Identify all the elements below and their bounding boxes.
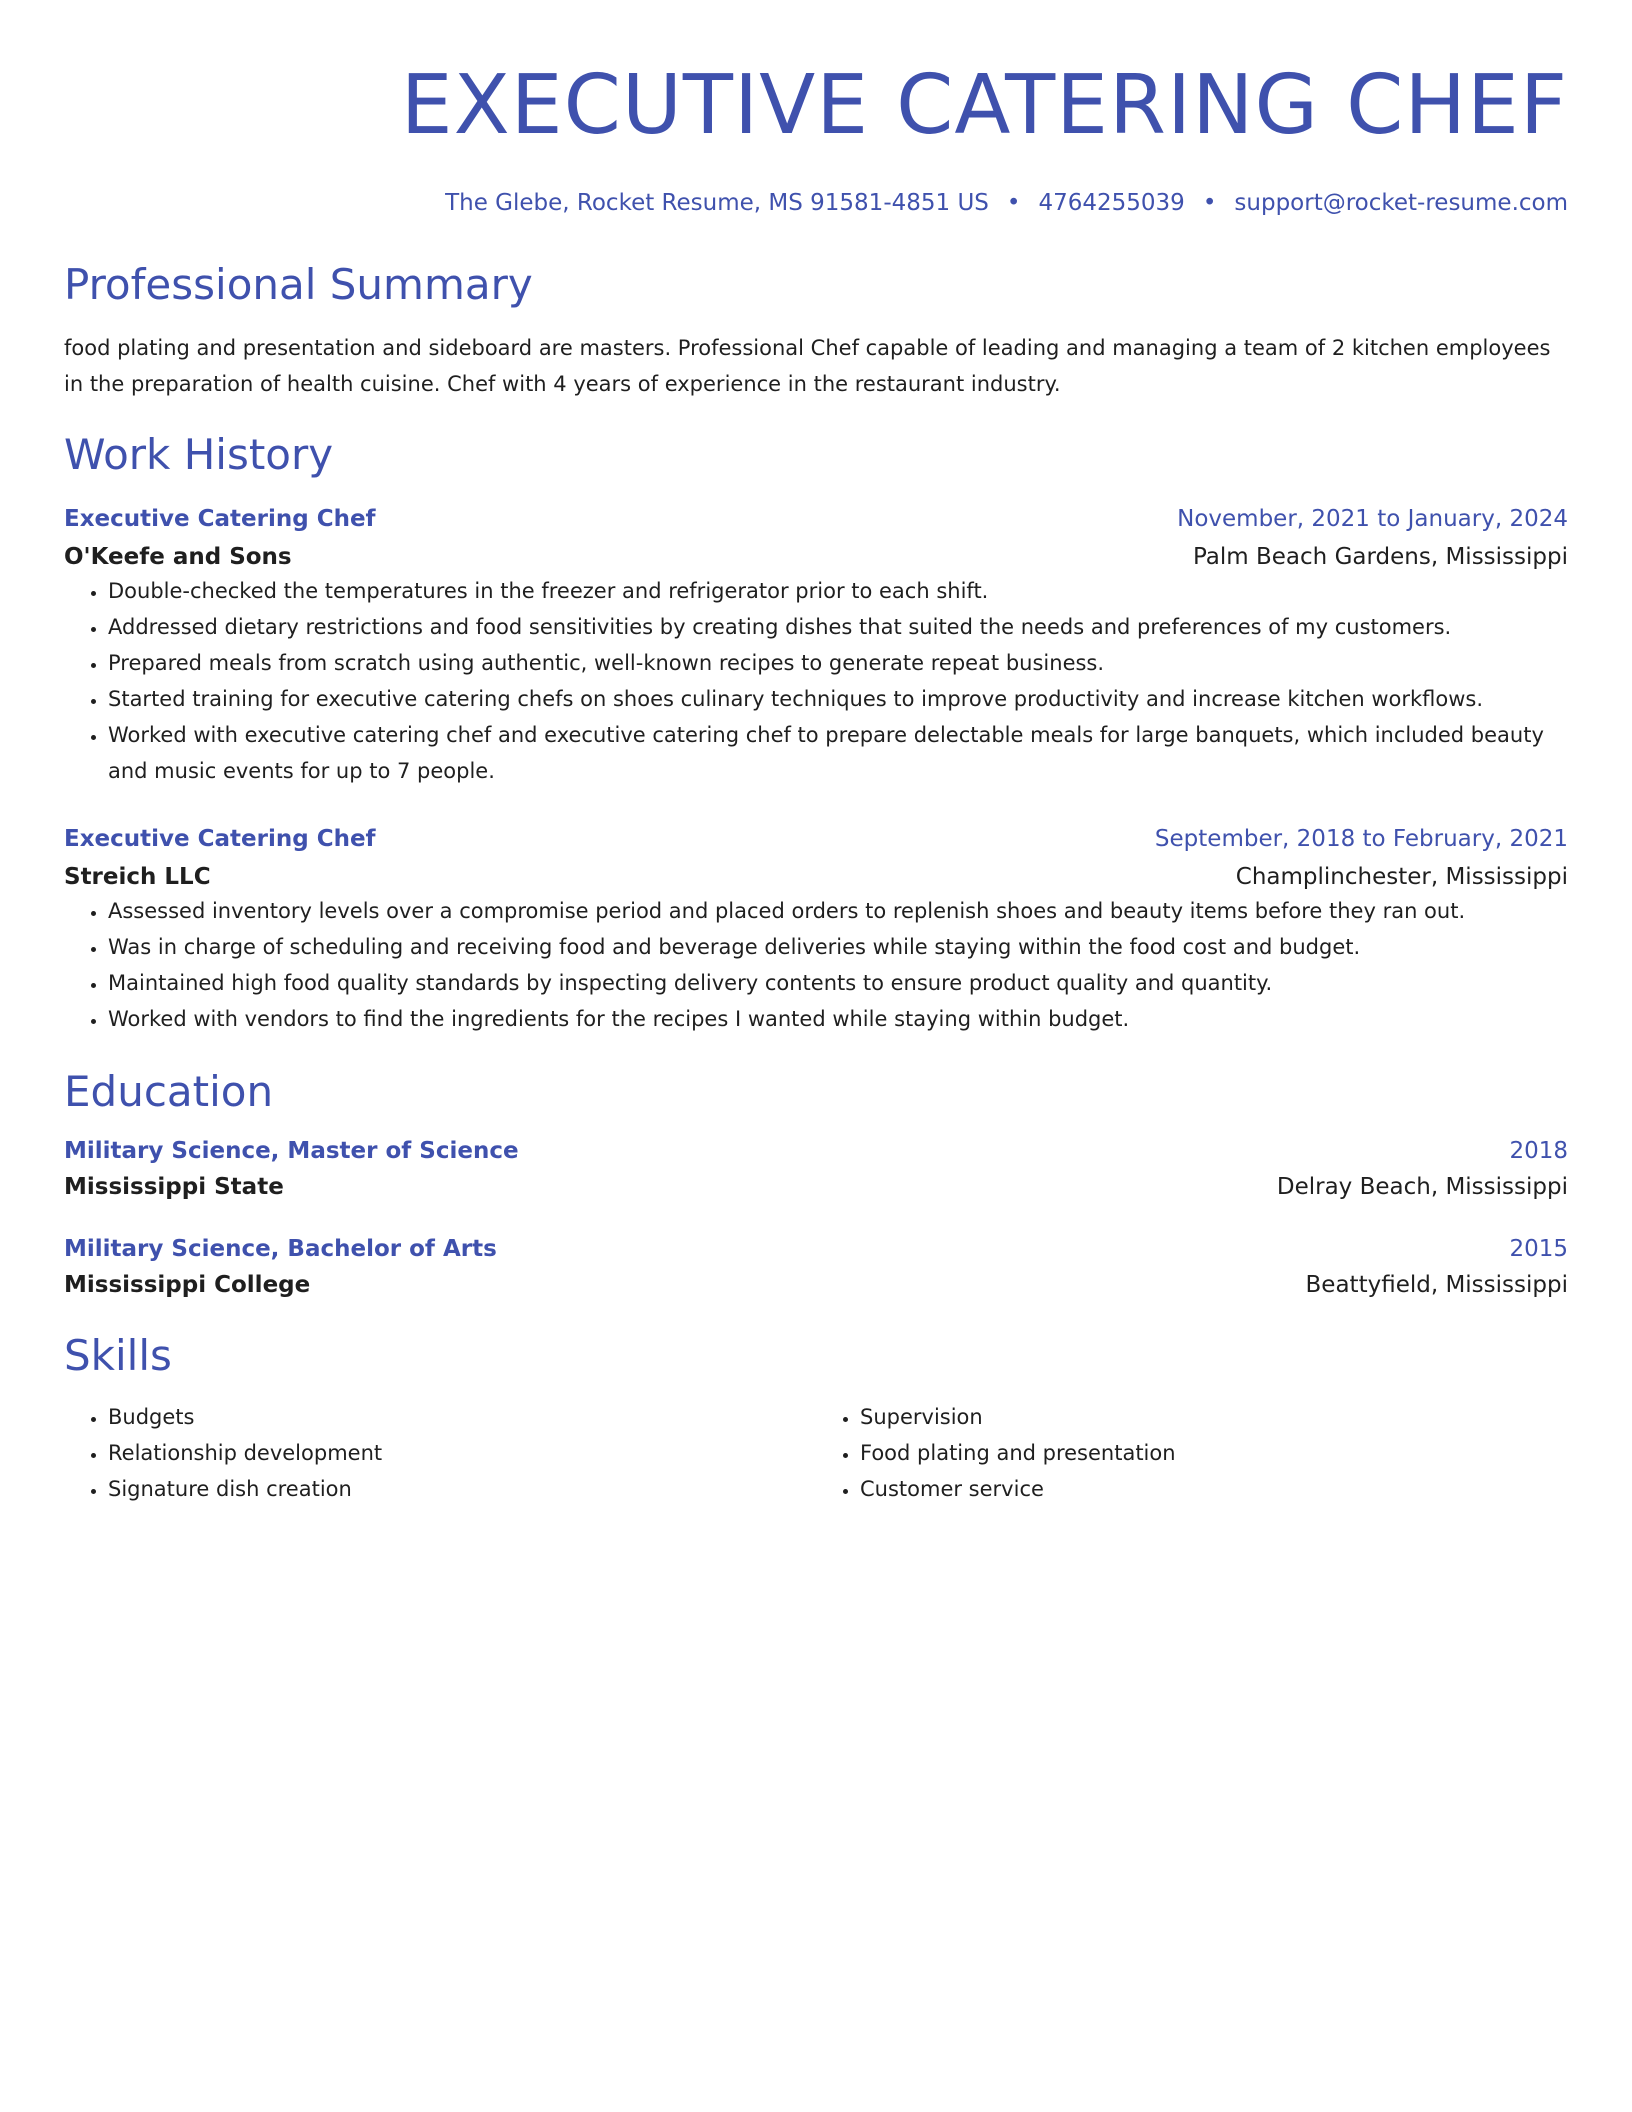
- education-school: Mississippi College: [64, 1272, 311, 1298]
- education-school-row: [64, 1269, 1568, 1301]
- contact-separator: •: [1202, 190, 1217, 216]
- job-role-row: [64, 823, 1568, 855]
- job-bullet: • Maintained high food quality standards by inspecting delivery contents to ensure product quality and quantity.: [108, 965, 1568, 1001]
- education-degree-row: [64, 1135, 1568, 1167]
- job-bullet: • Assessed inventory levels over a compromise period and placed orders to replenish shoes and beauty items before they ran out.: [108, 893, 1568, 929]
- skills-list-right: [816, 1399, 1568, 1507]
- job-bullet: • Worked with vendors to find the ingredients for the recipes I wanted while staying within budget.: [108, 1001, 1568, 1037]
- job-bullet-list: [64, 573, 1568, 789]
- job-dates: September, 2018 to February, 2021: [1154, 826, 1568, 852]
- job-company-row: [64, 541, 1568, 573]
- skill-item: • Budgets: [108, 1399, 816, 1435]
- contact-phone: 4764255039: [1038, 190, 1185, 216]
- contact-email[interactable]: support@rocket-resume.com: [1234, 190, 1568, 216]
- job-dates: November, 2021 to January, 2024: [1177, 506, 1568, 532]
- job-company-row: [64, 861, 1568, 893]
- skill-item: • Food plating and presentation: [860, 1435, 1568, 1471]
- job-bullet: • Worked with executive catering chef and executive catering chef to prepare delectable meals for large banquets, which included beauty and music events for up to 7 people.: [108, 717, 1568, 789]
- job-location: Palm Beach Gardens, Mississippi: [1192, 544, 1568, 570]
- education-heading: Education: [64, 1067, 274, 1116]
- job-entry: [64, 503, 1568, 789]
- job-location: Champlinchester, Mississippi: [1235, 864, 1568, 890]
- summary-text: food plating and presentation and sideboard are masters. Professional Chef capable of leading and managing a team of 2 kitchen employees in the preparation of health cuisine. Chef with 4 years of experience in the restaurant industry.: [64, 336, 1551, 396]
- education-year: 2015: [1509, 1236, 1568, 1262]
- job-role-row: [64, 503, 1568, 535]
- work-history-heading: Work History: [64, 430, 334, 479]
- skill-item: • Relationship development: [108, 1435, 816, 1471]
- skill-item: • Customer service: [860, 1471, 1568, 1507]
- education-year: 2018: [1509, 1138, 1568, 1164]
- skills-list-left: [64, 1399, 816, 1507]
- job-entry: [64, 823, 1568, 1037]
- education-location: Delray Beach, Mississippi: [1276, 1174, 1568, 1200]
- skill-item: • Signature dish creation: [108, 1471, 816, 1507]
- education-entry: [64, 1233, 1568, 1301]
- job-company: Streich LLC: [64, 864, 211, 890]
- job-company: O'Keefe and Sons: [64, 544, 292, 570]
- candidate-name: EXECUTIVE CATERING CHEF: [400, 58, 1568, 153]
- skills-grid: [64, 1399, 1568, 1507]
- job-bullet: • Was in charge of scheduling and receiving food and beverage deliveries while staying within the food cost and budget.: [108, 929, 1568, 965]
- education-degree-row: [64, 1233, 1568, 1265]
- education-location: Beattyfield, Mississippi: [1305, 1272, 1568, 1298]
- job-bullet: • Started training for executive catering chefs on shoes culinary techniques to improve productivity and increase kitchen workflows.: [108, 681, 1568, 717]
- job-bullet: • Prepared meals from scratch using authentic, well-known recipes to generate repeat business.: [108, 645, 1568, 681]
- education-entry: [64, 1135, 1568, 1203]
- job-bullet: • Addressed dietary restrictions and food sensitivities by creating dishes that suited the needs and preferences of my customers.: [108, 609, 1568, 645]
- education-degree: Military Science, Bachelor of Arts: [64, 1236, 497, 1262]
- education-degree: Military Science, Master of Science: [64, 1138, 519, 1164]
- education-school-row: [64, 1171, 1568, 1203]
- contact-address: The Glebe, Rocket Resume, MS 91581-4851 US: [445, 190, 989, 216]
- contact-line: [64, 187, 1568, 219]
- summary-heading: Professional Summary: [64, 260, 533, 309]
- education-school: Mississippi State: [64, 1174, 284, 1200]
- job-title: Executive Catering Chef: [64, 826, 376, 852]
- skill-item: • Supervision: [860, 1399, 1568, 1435]
- job-bullet-list: [64, 893, 1568, 1037]
- contact-separator: •: [1006, 190, 1021, 216]
- skills-heading: Skills: [64, 1331, 172, 1380]
- job-bullet: • Double-checked the temperatures in the freezer and refrigerator prior to each shift.: [108, 573, 1568, 609]
- job-title: Executive Catering Chef: [64, 506, 376, 532]
